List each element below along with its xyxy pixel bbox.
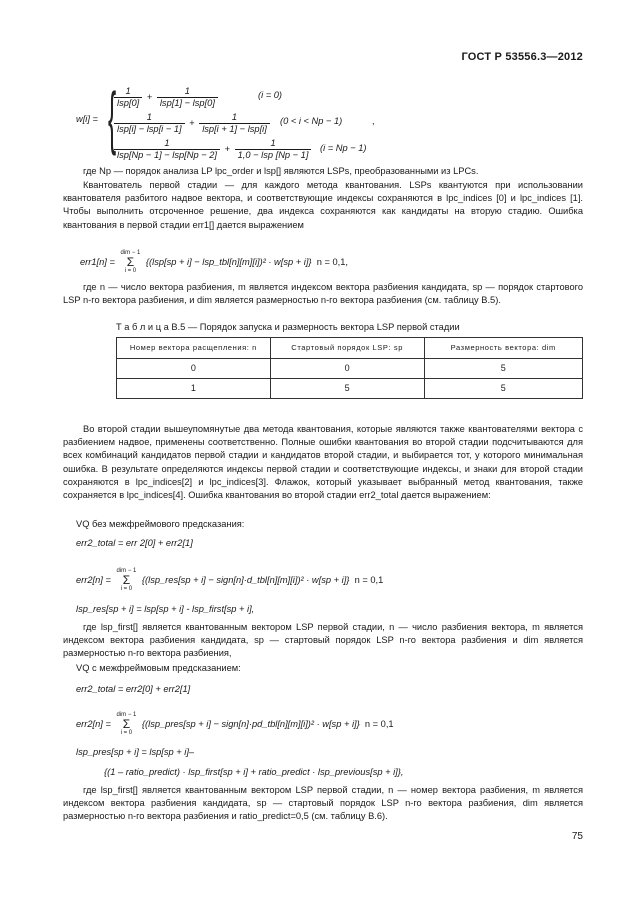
- lsp-pres-definition-cont: {(1 – ratio_predict) · lsp_first[sp + i] + ratio_predict · lsp_previous[sp + i]},: [104, 767, 404, 777]
- eq-w-row2: $\frac{1}{\text{lsp[i] − lsp[i − 1]}}$ + $\frac{1}{\text{lsp[i + 1] − lsp[i]}}$: [112, 112, 272, 135]
- lsp-pres-definition: lsp_pres[sp + i] = lsp[sp + i]–: [76, 747, 195, 757]
- document-header: ГОСТ Р 53556.3—2012: [461, 51, 583, 63]
- sum-operator: dim − 1 Σ i = 0: [120, 250, 141, 275]
- paragraph-first-stage: Квантователь первой стадии — для каждого метода квантования. LSPs квантуются при использовании квантователя разбитого надвое вектора, и соответствующие индексы сохраняются в lpc_indices [0] и lpc_indices [1]. Чтобы выполнить отсроченное решение, два индекса сохраняются как кандидаты на вторую стадию. Ошибка квантования в первой стадии err1[] дается выражением: [63, 180, 583, 230]
- vq-with-label: VQ с межфреймовым предсказанием:: [76, 663, 241, 673]
- eq-err1: err1[n] = dim − 1 Σ i = 0 {(lsp[sp + i] − lsp_tbl[n][m][i])² · w[sp + i]} n = 0,1,: [80, 250, 348, 275]
- table-caption: Т а б л и ц а В.5 — Порядок запуска и размерность вектора LSP первой стадии: [116, 322, 460, 332]
- eq-w-row1-cond: (i = 0): [258, 90, 283, 100]
- table-header-cell: Стартовый порядок LSP: sp: [270, 338, 424, 359]
- eq-w-brace: {: [108, 78, 117, 156]
- paragraph-np-definition: где Np — порядок анализа LP lpc_order и lsp[] являются LSPs, преобразованными из LPCs.: [83, 166, 479, 176]
- table-cell: 5: [270, 378, 424, 398]
- eq-w-lhs: w[i] =: [76, 114, 98, 124]
- table-cell: 5: [424, 359, 582, 379]
- paragraph-lsp-first: где lsp_first[] является квантованным вектором LSP первой стадии, n — число разбиения вектора, m является индексом вектора разбиения кандидата, sp — стартовый порядок LSP n-го вектора разбиения и dim является размерностью n-го вектора разбиения,: [63, 622, 583, 659]
- table-cell: 0: [270, 359, 424, 379]
- eq-w-row3-cond: (i = Np − 1): [320, 143, 367, 153]
- eq-w-row1: $\frac{1}{\text{lsp[0]}}$ + $\frac{1}{\text{lsp[1] − lsp[0]}}$: [112, 86, 220, 109]
- eq-err2-with: err2[n] = dim − 1 Σ i = 0 {(lsp_pres[sp + i] − sign[n]·pd_tbl[n][m][i])² · w[sp + i]} n = 0,1: [76, 712, 394, 737]
- lsp-res-definition: lsp_res[sp + i] = lsp[sp + i] - lsp_first[sp + i],: [76, 604, 255, 614]
- table-row: [117, 359, 583, 379]
- table-cell: 1: [117, 378, 271, 398]
- table-row: [117, 378, 583, 398]
- eq-w-row3: $\frac{1}{\text{lsp[Np − 1] − lsp[Np − 2]}}$ + $\frac{1}{\text{1,0 − lsp [Np − 1]}}$: [112, 138, 313, 161]
- eq-w-row2-cond: (0 < i < Np − 1): [280, 116, 343, 126]
- table-header-cell: Размерность вектора: dim: [424, 338, 582, 359]
- table-header-cell: Номер вектора расщепления: n: [117, 338, 271, 359]
- eq-err2-without: err2[n] = dim − 1 Σ i = 0 {(lsp_res[sp + i] − sign[n]·d_tbl[n][m][i])² · w[sp + i]} n = 0,1: [76, 568, 384, 593]
- err2-total-1: err2_total = err 2[0] + err2[1]: [76, 538, 193, 548]
- err2-total-2: err2_total = err2[0] + err2[1]: [76, 684, 191, 694]
- paragraph-ratio-predict: где lsp_first[] является квантованным вектором LSP первой стадии, n — номер вектора разбиения, m является индексом вектора разбиения кандидата, sp — стартовый порядок LSP n-го вектора разбиения, dim является размерностью n-го вектора разбиения и ratio_predict=0,5 (см. таблицу В.6).: [63, 785, 583, 822]
- page-number: 75: [571, 831, 583, 842]
- vq-without-label: VQ без межфреймового предсказания:: [76, 519, 245, 529]
- table-b5: [116, 337, 583, 399]
- eq-w-comma: ,: [372, 116, 375, 126]
- table-cell: 0: [117, 359, 271, 379]
- table-cell: 5: [424, 378, 582, 398]
- paragraph-second-stage: Во второй стадии вышеупомянутые два метода квантования, которые являются также квантователями вектора с разбиением надвое, применены соответственно. Полные ошибки квантования во второй стадии подсчитываются для всех комбинаций кандидатов первой стадии и кандидатов второй стадии, и выбирается тот, у которого минимальная ошибка. В результате определяются индексы первой стадии и соответствующие индексы, и знаки для второй стадии сохраняются в lpc_indices[2] и lpc_indices[3]. Флажок, который указывает выбранный метод квантования, также сохраняется в lpc_indices[4]. Ошибка квантования во второй стадии err2_total дается выражением:: [63, 424, 583, 500]
- paragraph-n-definition: где n — число вектора разбиения, m является индексом вектора разбиения кандидата, sp — порядок стартового LSP n-го вектора разбиения, и dim является размерностью n-го вектора разбиения (см. таблицу В.5).: [63, 282, 583, 306]
